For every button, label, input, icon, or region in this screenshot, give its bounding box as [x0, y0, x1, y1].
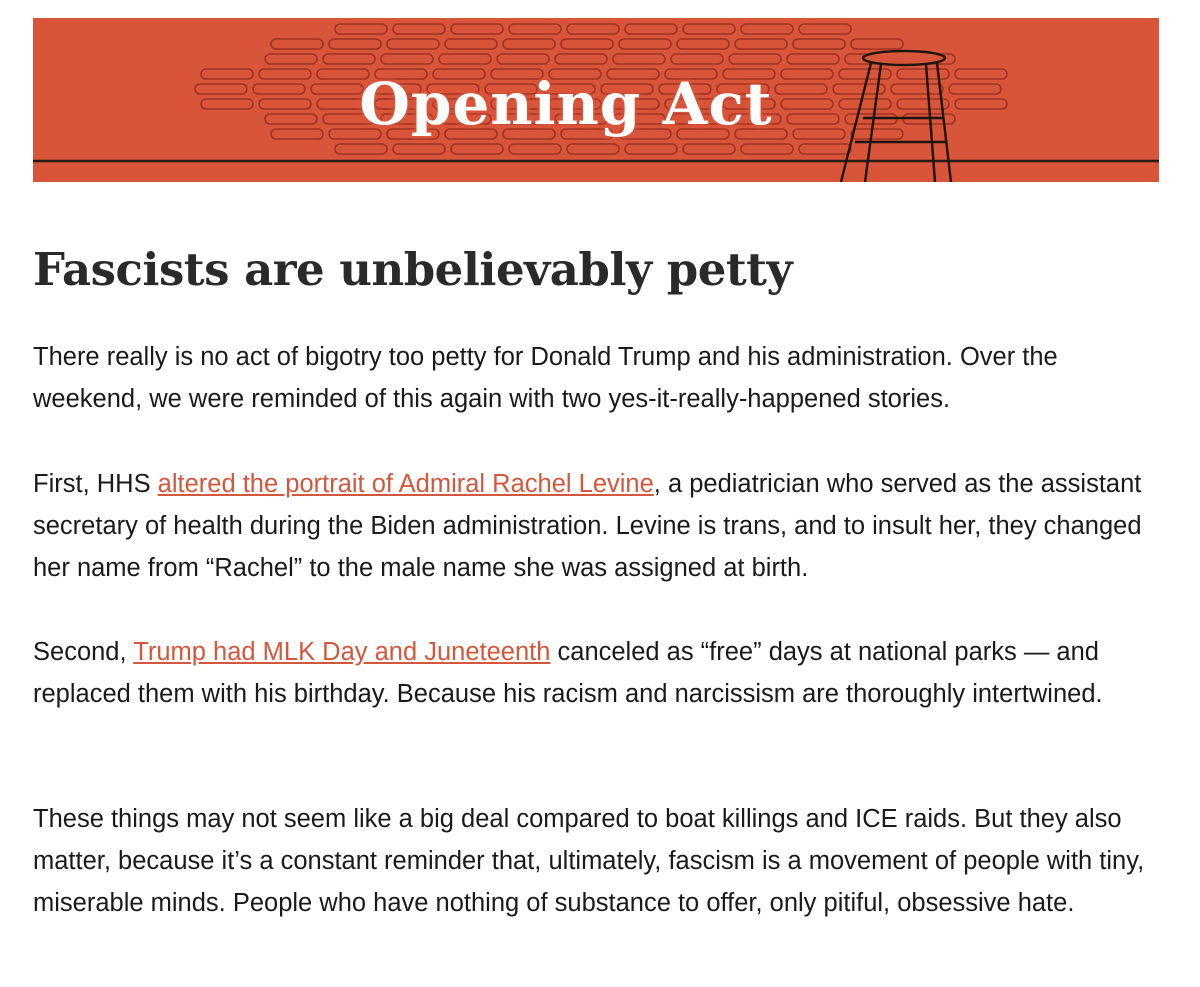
brick: [567, 144, 619, 154]
brick: [729, 54, 781, 64]
paragraph-1-text: There really is no act of bigotry too petty for Donald Trump and his administration. Over the weekend, we were reminded of this again with two yes-it-really-happened stories.: [33, 343, 1058, 413]
brick: [451, 24, 503, 34]
brick: [625, 144, 677, 154]
brick: [851, 39, 903, 49]
brick: [799, 24, 851, 34]
brick: [381, 54, 433, 64]
brick: [497, 54, 549, 64]
paragraph-3-text-before: Second,: [33, 638, 134, 666]
brick: [793, 39, 845, 49]
paragraph-4-text: These things may not seem like a big deal compared to boat killings and ICE raids. But they also matter, because it’s a constant reminder that, ultimately, fascism is a movement of people with tiny, miserable minds. People who have nothing of substance to offer, only pitiful, obsessive hate.: [33, 805, 1145, 917]
brick: [619, 39, 671, 49]
banner-title: Opening Act: [359, 70, 773, 138]
brick: [503, 39, 555, 49]
brick: [265, 54, 317, 64]
brick: [741, 144, 793, 154]
brick: [451, 144, 503, 154]
brick: [329, 39, 381, 49]
brick: [625, 24, 677, 34]
brick: [335, 144, 387, 154]
brick: [613, 54, 665, 64]
paragraph-1: [33, 336, 1163, 420]
article-headline: Fascists are unbelievably petty: [33, 243, 793, 296]
brick: [555, 54, 607, 64]
brick: [509, 144, 561, 154]
brick: [683, 24, 735, 34]
brick: [683, 144, 735, 154]
paragraph-3-text-after: canceled as “free” days at national parks — and replaced them with his birthday. Because his racism and narcissism are thoroughly intertwined.: [33, 638, 1103, 708]
brick: [323, 54, 375, 64]
brick: [393, 24, 445, 34]
paragraph-4: [33, 798, 1163, 924]
brick: [439, 54, 491, 64]
paragraph-2: [33, 463, 1163, 589]
brick: [677, 39, 729, 49]
brick: [561, 39, 613, 49]
paragraph-3: [33, 631, 1163, 715]
brick: [271, 39, 323, 49]
brick: [799, 144, 851, 154]
paragraph-2-text-after: , a pediatrician who served as the assistant secretary of health during the Biden administration. Levine is trans, and to insult her, they changed her name from “Rachel” to the male name she was assigned at birth.: [33, 470, 1142, 582]
brick: [387, 39, 439, 49]
brick: [393, 144, 445, 154]
brick: [509, 24, 561, 34]
brick: [735, 39, 787, 49]
brick: [787, 54, 839, 64]
brick: [445, 39, 497, 49]
brick: [671, 54, 723, 64]
brick: [741, 24, 793, 34]
brick: [335, 24, 387, 34]
opening-act-banner: [33, 18, 1159, 182]
paragraph-2-text-before: First, HHS: [33, 470, 158, 498]
brick: [567, 24, 619, 34]
hhs-portrait-link[interactable]: altered the portrait of Admiral Rachel Levine: [157, 470, 654, 498]
mlk-juneteenth-link[interactable]: Trump had MLK Day and Juneteenth: [133, 638, 551, 666]
